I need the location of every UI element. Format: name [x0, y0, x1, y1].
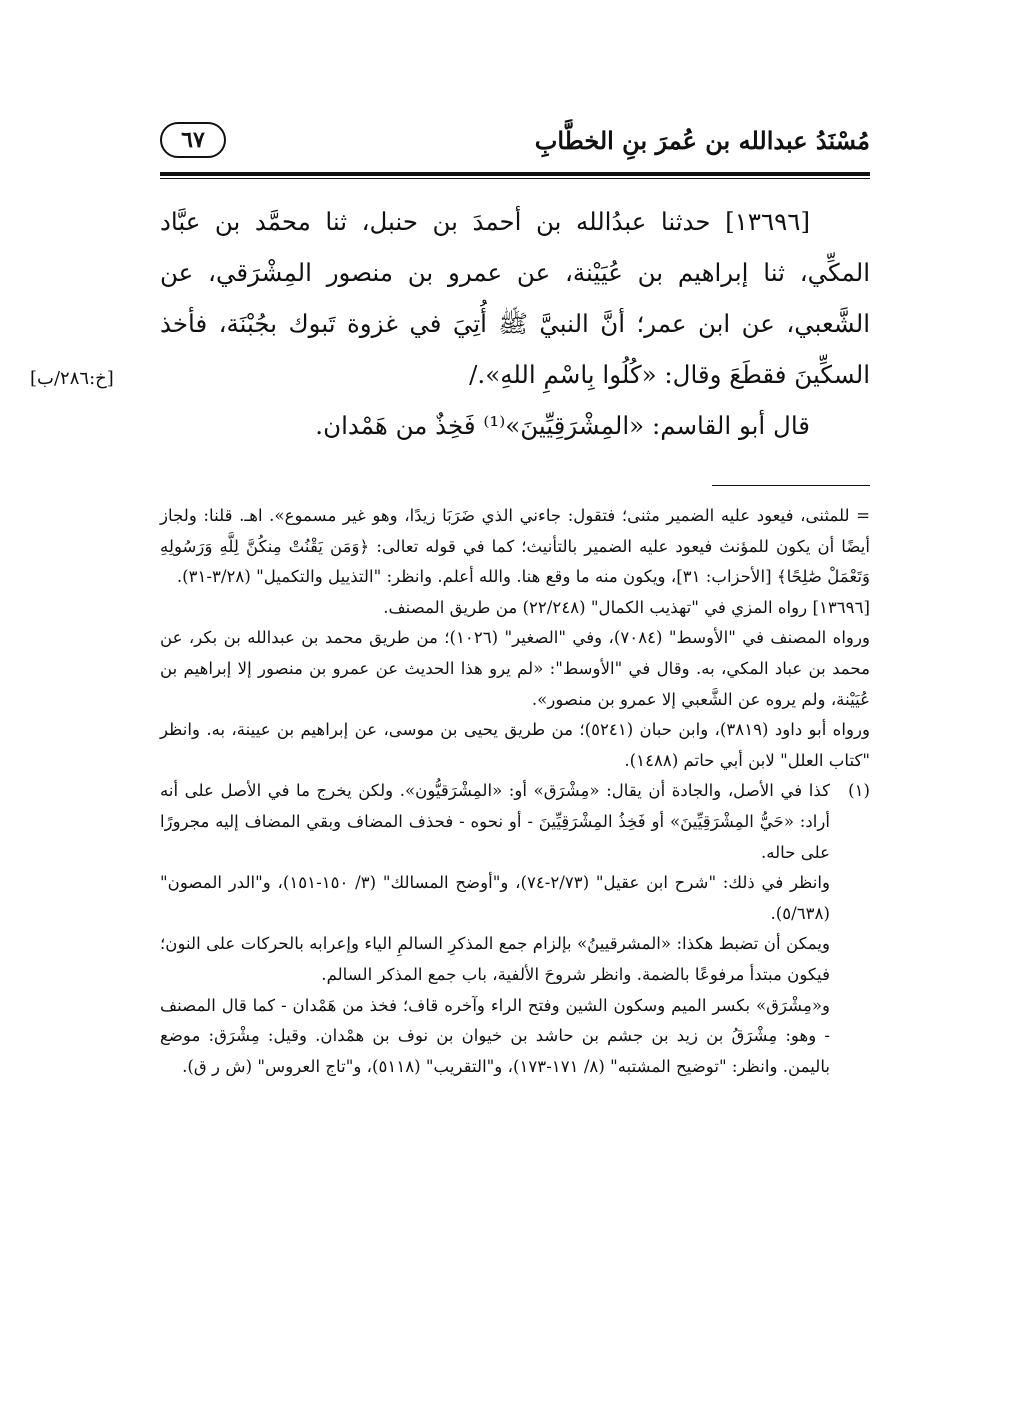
- commentary-paragraph: قال أبو القاسم: «المِشْرَقِيِّينَ»⁽¹⁾ فَخِذٌ من هَمْدان.: [315, 411, 810, 440]
- footnote-continuation: = للمثنى، فيعود عليه الضمير مثنى؛ فتقول: جاءني الذي ضَرَبَا زيدًا، وهو غير مسموع». اهـ. قلنا: ولجاز أيضًا أن يكون للمؤنث فيعود عليه الضمير بالتأنيث؛ كما في قوله تعالى: ﴿وَمَن يَقْنُتْ مِنكُنَّ لِلَّهِ وَرَسُولِهِ وَتَعْمَلْ صَٰلِحًا﴾ [الأحزاب: ٣١]، ويكون منه ما وقع هنا. والله أعلم. وانظر: "التذييل والتكميل" (٣/٢٨-٣١).: [160, 506, 870, 587]
- main-text: [160, 196, 870, 451]
- hadith-paragraph: [١٣٦٩٦] حدثنا عبدُالله بن أحمدَ بن حنبل، ثنا محمَّد بن عبَّاد المكِّي، ثنا إبراهيم بن عُيَيْنة، عن عمرو بن منصور المِشْرَقي، عن الشَّعبي، عن ابن عمر؛ أنَّ النبيَّ ﷺ أُتِيَ في غزوة تَبوك بجُبْنَة، فأخذ السكِّينَ فقطَعَ وقال: «كُلُوا بِاسْمِ اللهِ»./: [160, 207, 870, 389]
- footnote-paragraph: و«مِشْرَق» بكسر الميم وسكون الشين وفتح الراء وآخره قاف؛ فخذ من هَمْدان - كما قال المصنف - وهو: مِشْرَقُ بن زيد بن جشم بن حاشد بن خيوان بن نوف بن همْدان. وقيل: مِشْرَق: موضع باليمن. وانظر: "توضيح المشتبه" (٨/ ١٧١-١٧٣)، و"التقريب" (٥١١٨)، و"تاج العروس" (ش ر ق).: [160, 995, 830, 1076]
- header-rule-thick: [160, 172, 870, 176]
- manuscript-margin-note: [خ:٢٨٦/ب]: [30, 368, 114, 389]
- running-title: مُسْنَدُ عبدالله بن عُمرَ بنِ الخطَّابِ: [534, 126, 870, 155]
- footnote-1-marker: (١): [848, 781, 870, 801]
- takhrij-paragraph: ورواه أبو داود (٣٨١٩)، وابن حبان (٥٢٤١)؛ من طريق يحيى بن موسى، عن إبراهيم بن عيينة، به. وانظر "كتاب العلل" لابن أبي حاتم (١٤٨٨).: [160, 720, 870, 770]
- takhrij-paragraph: ورواه المصنف في "الأوسط" (٧٠٨٤)، وفي "الصغير" (١٠٢٦)؛ من طريق محمد بن عبدالله بن بكر، عن محمد بن عباد المكي، به. وقال في "الأوسط": «لم يرو هذا الحديث عن عمرو بن منصور إلا إبراهيم بن عُيَيْنة، ولم يروه عن الشَّعبي إلا عمرو بن منصور».: [160, 628, 870, 709]
- page-number-badge: ٦٧: [160, 122, 226, 158]
- takhrij-paragraph: [١٣٦٩٦] رواه المزي في "تهذيب الكمال" (٢٢/٢٤٨) من طريق المصنف.: [383, 597, 870, 617]
- header-rule-thin: [160, 178, 870, 179]
- footnote-paragraph: ويمكن أن تضبط هكذا: «المشرقيينُ» بإلزام جمع المذكرِ السالمِ الياء وإعرابه بالحركات على النون؛ فيكون مبتدأ مرفوعًا بالضمة. وانظر شروحَ الألفية، باب جمع المذكر السالم.: [160, 934, 830, 984]
- footnote-paragraph: كذا في الأصل، والجادة أن يقال: «مِشْرَق» أو: «المِشْرَقيُّون». ولكن يخرج ما في الأصل على أنه أراد: «حَيُّ المِشْرَقِيِّينَ» أو فَخِذُ المِشْرَقِيِّينَ - أو نحوه - فحذف المضاف وبقي المضاف إليه مجرورًا على حاله.: [160, 781, 830, 862]
- footnote-separator: [712, 485, 870, 486]
- footnotes: [160, 501, 870, 1082]
- footnote-1: [160, 776, 870, 1082]
- footnote-1-body: [160, 776, 830, 1082]
- footnote-paragraph: وانظر في ذلك: "شرح ابن عقيل" (٢/٧٣-٧٤)، و"أوضح المسالك" (٣/ ١٥٠-١٥١)، و"الدر المصون" (٥/٦٣٨).: [160, 873, 830, 923]
- page-header: [160, 118, 870, 178]
